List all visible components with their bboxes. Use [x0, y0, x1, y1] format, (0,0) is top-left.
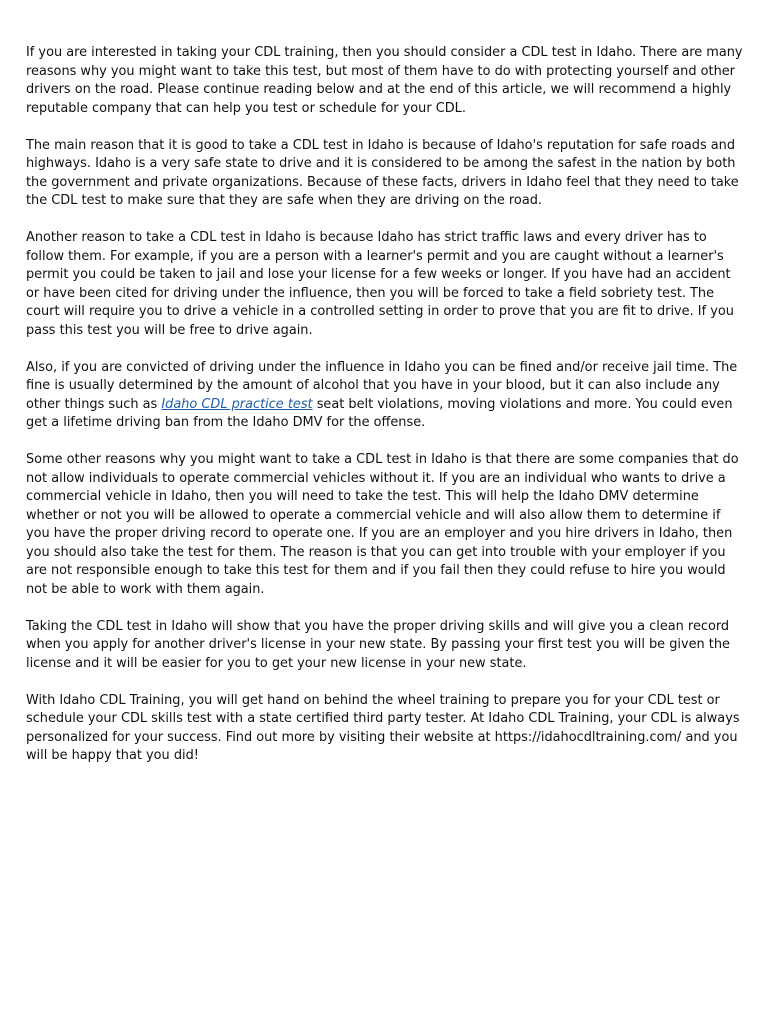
paragraph-commercial-vehicles: Some other reasons why you might want to take a CDL test in Idaho is that there are some companies that do not allow individuals to operate commercial vehicles without it. If you are an individual who wants to drive a commercial vehicle in Idaho, then you will need to take the test. This will help the Idaho DMV determine whether or not you will be allowed to operate a commercial vehicle and will also allow them to determine if you have the proper driving record to operate one. If you are an employer and you hire drivers in Idaho, then you should also take the test for them. The reason is that you can get into trouble with your employer if you are not responsible enough to take this test for them and if you fail then they could refuse to hire you would not be able to work with them again. — [26, 452, 739, 597]
paragraph-dui — [26, 359, 744, 433]
paragraph-idaho-cdl-training: With Idaho CDL Training, you will get hand on behind the wheel training to prepare you for your CDL test or schedule your CDL skills test with a state certified third party tester. At Idaho CDL Training, your CDL is always personalized for your success. Find out more by visiting their website at https://idahocdltraining.com/ and you will be happy that you did! — [26, 692, 740, 763]
document-page — [26, 44, 744, 784]
paragraph-dui-text-before: Also, if you are convicted of driving under the influence in Idaho you can be fined and/or receive jail time. The fine is usually determined by the amount of alcohol that you have in your blood, but it can also include any other things such as — [26, 359, 738, 412]
paragraph-safe-roads: The main reason that it is good to take a CDL test in Idaho is because of Idaho's reputation for safe roads and highways. Idaho is a very safe state to drive and it is considered to be among the safest in the nation by both the government and private organizations. Because of these facts, drivers in Idaho feel that they need to take the CDL test to make sure that they are safe when they are driving on the road. — [26, 137, 739, 208]
paragraph-new-license: Taking the CDL test in Idaho will show that you have the proper driving skills and will give you a clean record when you apply for another driver's license in your new state. By passing your first test you will be given the license and it will be easier for you to get your new license in your new state. — [26, 618, 730, 671]
paragraph-intro: If you are interested in taking your CDL training, then you should consider a CDL test in Idaho. There are many reasons why you might want to take this test, but most of them have to do with protecting yourself and other drivers on the road. Please continue reading below and at the end of this article, we will recommend a highly reputable company that can help you test or schedule for your CDL. — [26, 45, 743, 116]
idaho-cdl-practice-test-link[interactable]: Idaho CDL practice test — [161, 396, 313, 412]
paragraph-dui-text-after: seat belt violations, moving violations and more. You could even get a lifetime driving ban from the Idaho DMV for the offense. — [26, 396, 733, 430]
paragraph-traffic-laws: Another reason to take a CDL test in Idaho is because Idaho has strict traffic laws and every driver has to follow them. For example, if you are a person with a learner's permit and you are caught without a learner's permit you could be taken to jail and lose your license for a few weeks or longer. If you have had an accident or have been cited for driving under the influence, then you will be forced to take a field sobriety test. The court will require you to drive a vehicle in a controlled setting in order to prove that you are fit to drive. If you pass this test you will be free to drive again. — [26, 230, 734, 338]
